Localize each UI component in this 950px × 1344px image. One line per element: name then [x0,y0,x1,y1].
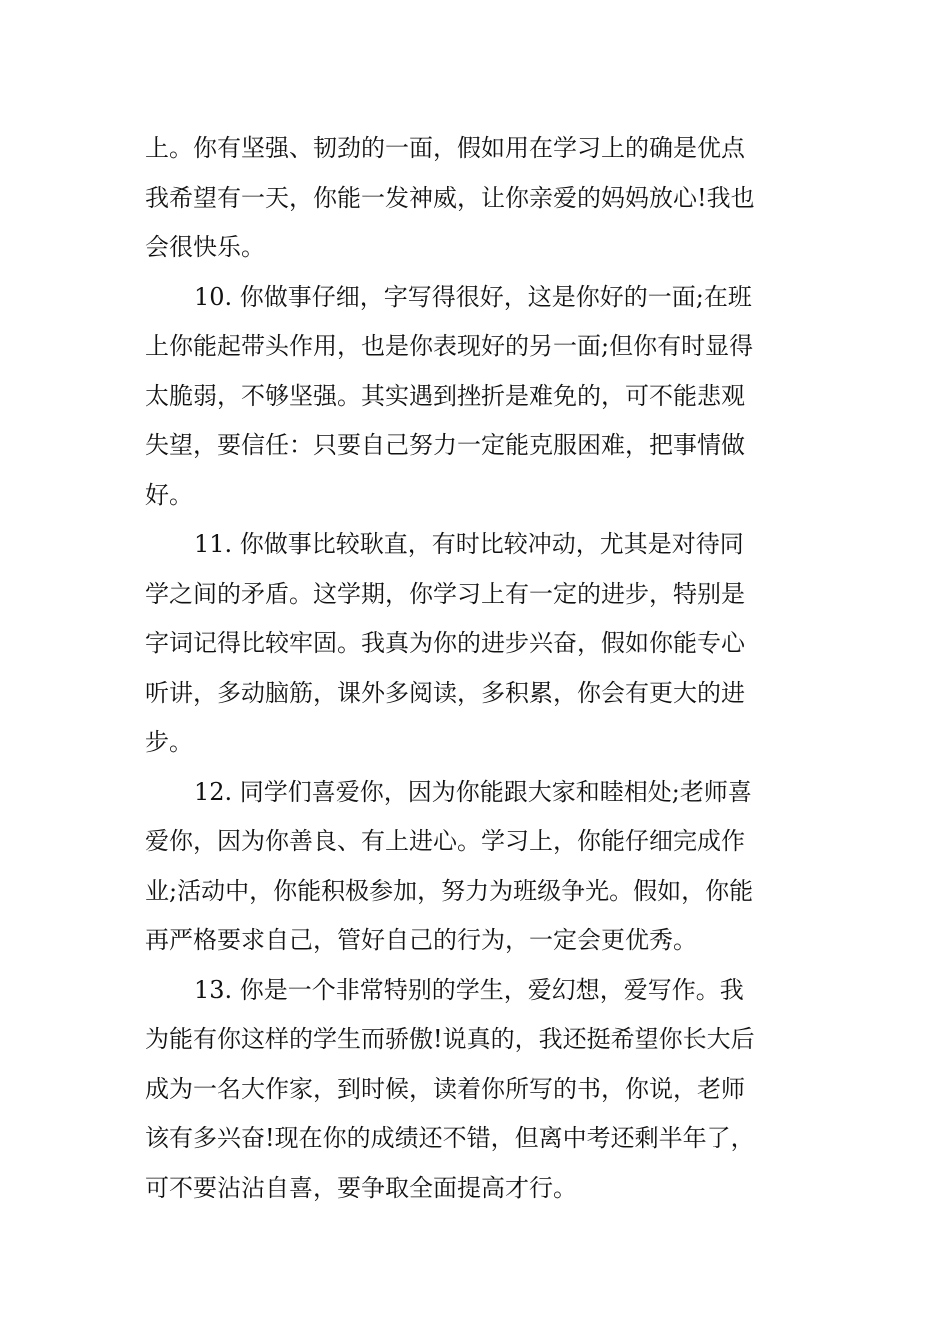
text-line: 该有多兴奋!现在你的成绩还不错，但离中考还剩半年了， [145,1124,755,1152]
text-line: 步。 [145,728,193,756]
paragraph-12-first-line: 12. 同学们喜爱你，因为你能跟大家和睦相处;老师喜 [194,777,752,806]
text-line: 字词记得比较牢固。我真为你的进步兴奋，假如你能专心 [145,629,745,657]
text-line: 上。你有坚强、韧劲的一面，假如用在学习上的确是优点 [145,134,745,162]
text-line: 成为一名大作家，到时候，读着你所写的书，你说，老师 [145,1074,745,1103]
text-line: 为能有你这样的学生而骄傲!说真的，我还挺希望你长大后 [145,1025,755,1053]
text-line: 可不要沾沾自喜，要争取全面提高才行。 [145,1173,577,1202]
text-line: 爱你，因为你善良、有上进心。学习上，你能仔细完成作 [145,827,745,855]
paragraph-10-first-line: 10. 你做事仔细，字写得很好，这是你好的一面;在班 [194,282,752,311]
document-body [145,124,810,1213]
text-line: 听讲，多动脑筋，课外多阅读，多积累，你会有更大的进 [145,678,745,707]
text-line: 失望，要信任：只要自己努力一定能克服困难，把事情做 [145,431,745,459]
text-line: 再严格要求自己，管好自己的行为，一定会更优秀。 [145,926,697,954]
text-line: 会很快乐。 [145,233,265,261]
paragraph-11-first-line: 11. 你做事比较耿直，有时比较冲动，尤其是对待同 [194,530,744,558]
text-line: 业;活动中，你能积极参加，努力为班级争光。假如，你能 [145,876,754,905]
text-line: 我希望有一天，你能一发神威，让你亲爱的妈妈放心!我也 [145,183,755,212]
text-line: 好。 [145,480,193,509]
text-line: 学之间的矛盾。这学期，你学习上有一定的进步，特别是 [145,579,745,608]
text-line: 上你能起带头作用，也是你表现好的另一面;但你有时显得 [145,332,754,360]
paragraph-13-first-line: 13. 你是一个非常特别的学生，爱幻想，爱写作。我 [194,975,744,1004]
text-line: 太脆弱，不够坚强。其实遇到挫折是难免的，可不能悲观 [145,381,745,410]
